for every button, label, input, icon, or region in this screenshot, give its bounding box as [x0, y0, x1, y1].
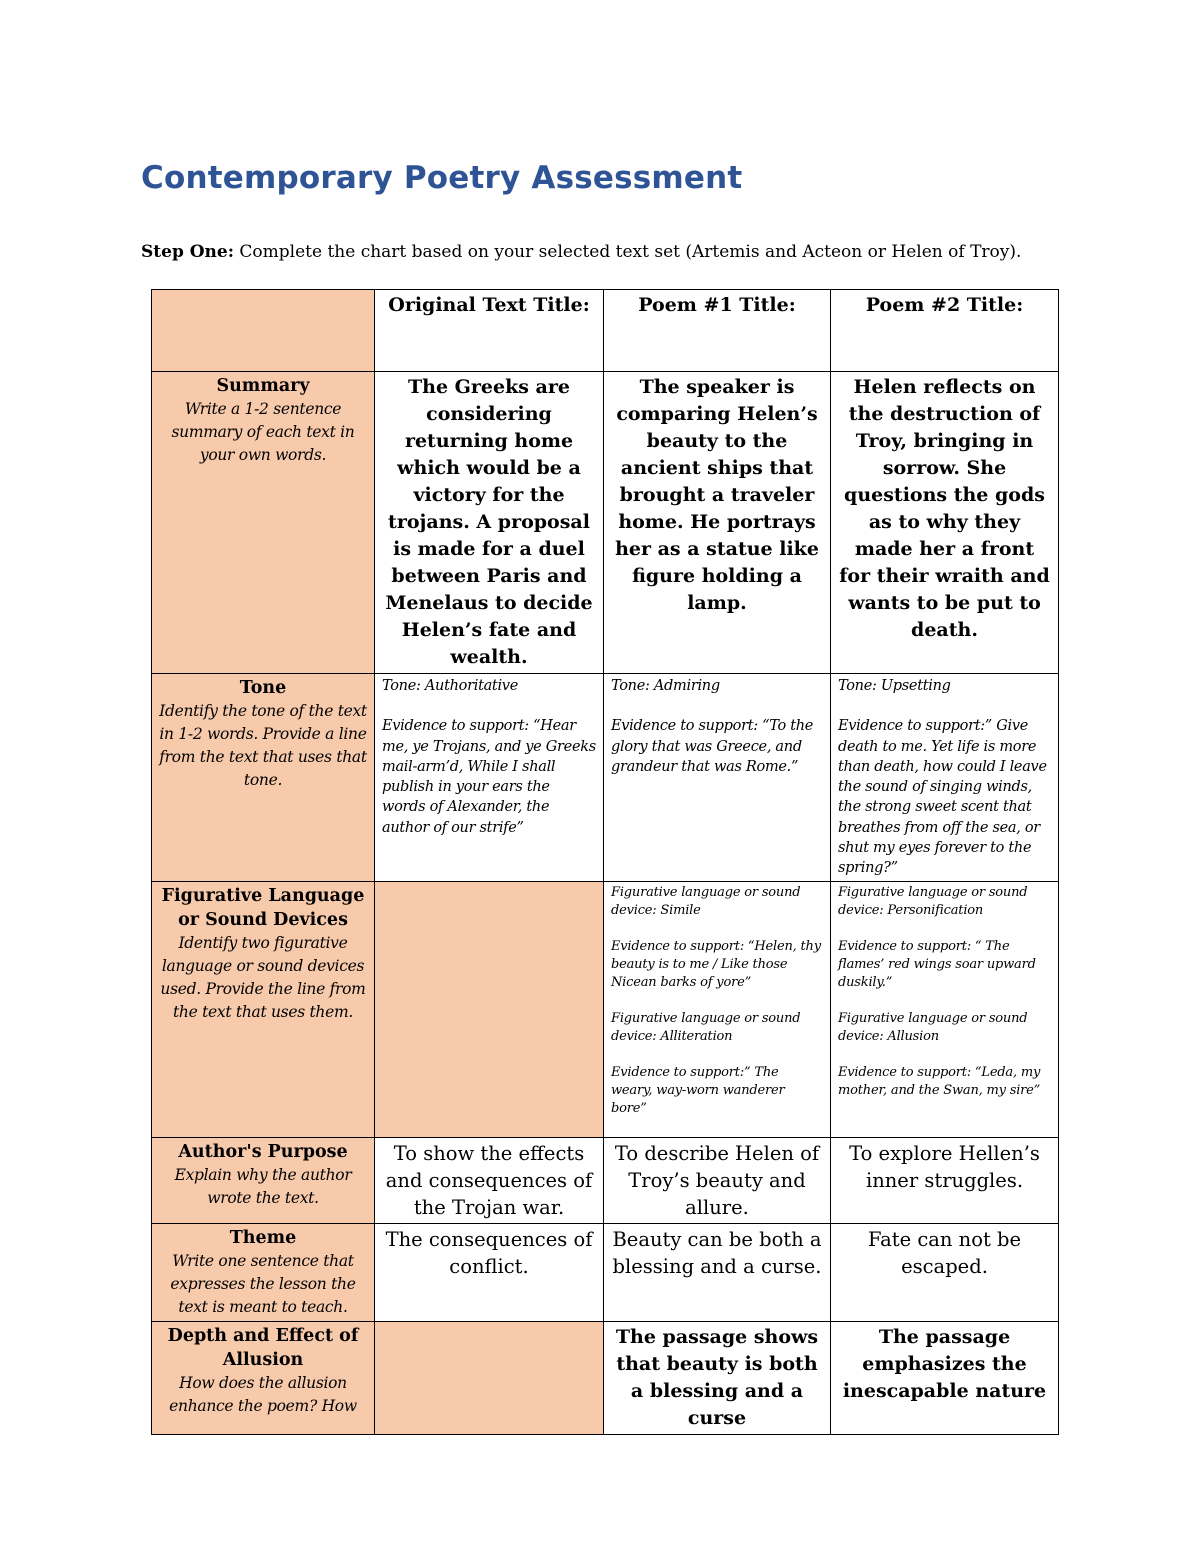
figurative-poem2-device1: Figurative language or sound device: Personification: [838, 884, 1028, 918]
figurative-poem1-evidence1: Evidence to support: “Helen, thy beauty is to me / Like those Nicean barks of yore”: [611, 938, 821, 990]
figurative-row: [152, 881, 1059, 1137]
summary-original: The Greeks are considering returning home which would be a victory for the trojans. A proposal is made for a duel between Paris and Menelaus to decide Helen’s fate and wealth.: [375, 372, 604, 674]
purpose-row-header: [152, 1137, 375, 1223]
tone-poem2: [831, 674, 1059, 882]
assessment-chart: [151, 289, 1059, 1435]
tone-title: Tone: [239, 678, 287, 698]
figurative-poem2-evidence2: Evidence to support: “Leda, my mother, and the Swan, my sire”: [838, 1064, 1041, 1098]
figurative-poem1-evidence2: Evidence to support:” The weary, way-worn wanderer bore”: [611, 1064, 785, 1116]
theme-poem2: Fate can not be escaped.: [831, 1223, 1059, 1321]
header-poem2-title: Poem #2 Title:: [831, 290, 1059, 372]
header-row: [152, 290, 1059, 372]
summary-title: Summary: [216, 376, 310, 396]
step-text: Complete the chart based on your selected text set (Artemis and Acteon or Helen of Troy).: [234, 242, 1022, 262]
tone-poem1-evidence: Evidence to support: “To the glory that was Greece, and grandeur that was Rome.”: [611, 718, 814, 775]
tone-description: Identify the tone of the text in 1-2 words. Provide a line from the text that uses that tone.: [159, 702, 367, 789]
header-corner-cell: [152, 290, 375, 372]
figurative-row-header: [152, 881, 375, 1137]
summary-row: [152, 372, 1059, 674]
allusion-row-header: [152, 1321, 375, 1434]
purpose-description: Explain why the author wrote the text.: [174, 1165, 352, 1207]
summary-poem2: Helen reflects on the destruction of Troy, bringing in sorrow. She questions the gods as to why they made her a front for their wraith and wants to be put to death.: [831, 372, 1059, 674]
page-title: Contemporary Poetry Assessment: [141, 160, 743, 196]
tone-poem2-evidence: Evidence to support:” Give death to me. Yet life is more than death, how could I leave the sound of singing winds, the strong sweet scent that breathes from off the sea, or shut my eyes forever to the spring?”: [838, 718, 1047, 877]
summary-row-header: [152, 372, 375, 674]
instructions: [141, 242, 1021, 262]
allusion-original-empty: [375, 1321, 604, 1434]
allusion-poem1: The passage shows that beauty is both a blessing and a curse: [604, 1321, 831, 1434]
tone-row: [152, 674, 1059, 882]
purpose-original: To show the effects and consequences of the Trojan war.: [375, 1137, 604, 1223]
figurative-title: Figurative Language or Sound Devices: [161, 885, 365, 930]
purpose-poem1: To describe Helen of Troy’s beauty and allure.: [604, 1137, 831, 1223]
theme-poem1: Beauty can be both a blessing and a curse.: [604, 1223, 831, 1321]
allusion-poem2: The passage emphasizes the inescapable nature: [831, 1321, 1059, 1434]
tone-original-value: Tone: Authoritative: [382, 678, 518, 694]
tone-poem1: [604, 674, 831, 882]
summary-poem1: The speaker is comparing Helen’s beauty to the ancient ships that brought a traveler home. He portrays her as a statue like figure holding a lamp.: [604, 372, 831, 674]
summary-description: Write a 1-2 sentence summary of each text in your own words.: [171, 400, 355, 464]
tone-original: [375, 674, 604, 882]
figurative-poem2: [831, 881, 1059, 1137]
figurative-original-empty: [375, 881, 604, 1137]
allusion-row: [152, 1321, 1059, 1434]
tone-original-evidence: Evidence to support: “Hear me, ye Trojans, and ye Greeks mail-arm’d, While I shall publish in your ears the words of Alexander, the author of our strife”: [382, 718, 596, 836]
figurative-poem2-evidence1: Evidence to support: “ The flames’ red wings soar upward duskily.”: [838, 938, 1036, 990]
theme-original: The consequences of conflict.: [375, 1223, 604, 1321]
header-poem1-title: Poem #1 Title:: [604, 290, 831, 372]
purpose-row: [152, 1137, 1059, 1223]
tone-poem2-value: Tone: Upsetting: [838, 678, 951, 694]
figurative-poem2-device2: Figurative language or sound device: Allusion: [838, 1010, 1028, 1044]
figurative-description: Identify two figurative language or sound devices used. Provide the line from the text that uses them.: [160, 933, 366, 1021]
allusion-title: Depth and Effect of Allusion: [167, 1325, 359, 1370]
allusion-description: How does the allusion enhance the poem? How: [169, 1373, 357, 1415]
theme-row: [152, 1223, 1059, 1321]
step-label: Step One:: [141, 242, 235, 262]
purpose-poem2: To explore Hellen’s inner struggles.: [831, 1137, 1059, 1223]
theme-title: Theme: [229, 1227, 297, 1248]
tone-poem1-value: Tone: Admiring: [611, 678, 720, 694]
header-original-title: Original Text Title:: [375, 290, 604, 372]
figurative-poem1-device2: Figurative language or sound device: Alliteration: [611, 1010, 801, 1044]
figurative-poem1-device1: Figurative language or sound device: Simile: [611, 884, 801, 918]
theme-description: Write one sentence that expresses the lesson the text is meant to teach.: [170, 1251, 356, 1316]
figurative-poem1: [604, 881, 831, 1137]
purpose-title: Author's Purpose: [178, 1141, 348, 1162]
theme-row-header: [152, 1223, 375, 1321]
tone-row-header: [152, 674, 375, 882]
